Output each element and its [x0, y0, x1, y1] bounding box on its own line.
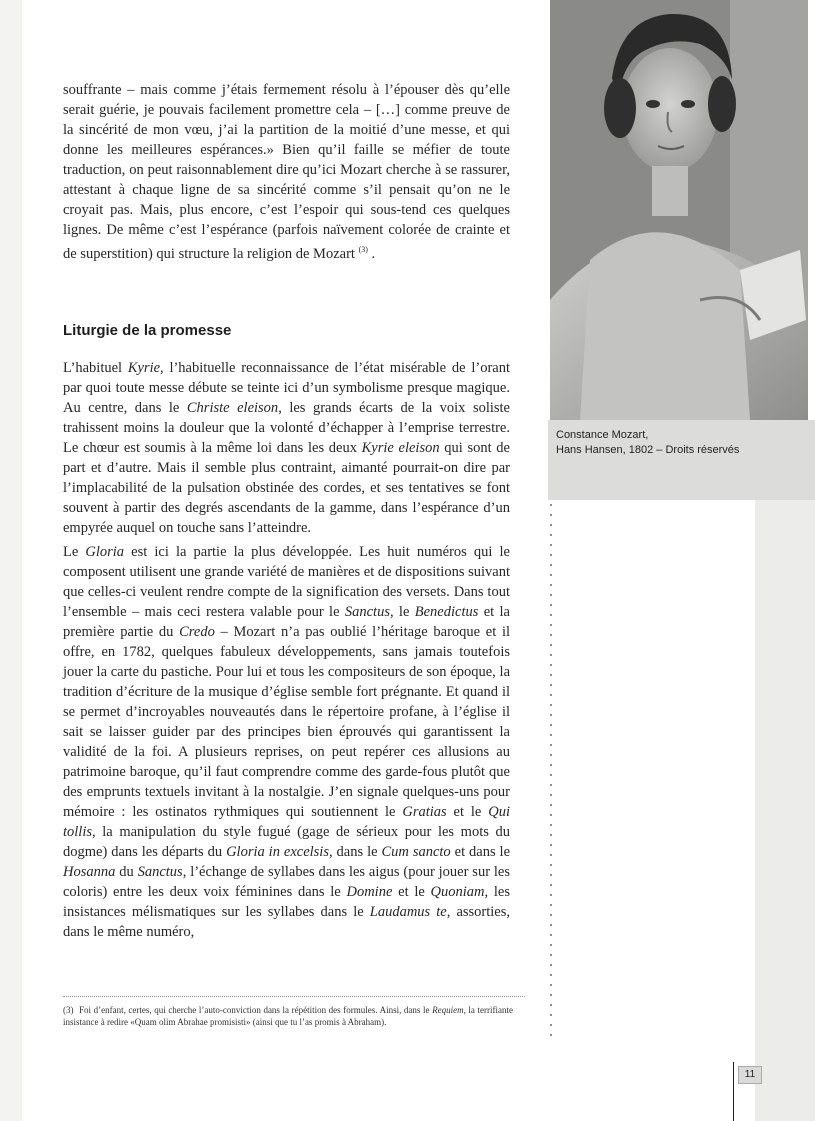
text-run: l’habituelle reconnaissance de l’état misérable de l’orant par quoi toute messe débute se teinte ici d’un symbolisme presque magique. Au centre, dans le	[63, 360, 510, 416]
text-run: Foi d’enfant, certes, qui cherche l’auto-conviction dans la répétition des formules. Ainsi, dans le	[79, 1005, 433, 1015]
italic-term: Laudamus te,	[369, 904, 451, 920]
footnote-number: (3)	[63, 1005, 74, 1015]
text-run: et le	[446, 804, 489, 820]
text-run: assorties, dans le même numéro,	[63, 904, 511, 940]
text-run: et le	[392, 884, 431, 900]
text-run: est ici la partie la plus développée. Les huit numéros qui le composent utilisent une grande variété de manières et de dispositions suivant que celles-ci veulent rendre compte de la signification des versets. Dans tout l’ensemble – mais ceci restera valable pour le	[63, 544, 510, 620]
footnote-reference[interactable]: (3)	[358, 245, 368, 254]
italic-term: Cum sancto	[381, 844, 451, 860]
portrait-image	[550, 0, 808, 420]
italic-term: Kyrie eleison	[361, 440, 440, 456]
section-heading: Liturgie de la promesse	[63, 322, 232, 339]
text-run: , dans le	[328, 844, 382, 860]
text-run: , les insistances mélismatiques sur les syllabes dans le	[63, 884, 510, 920]
caption-subject: Constance Mozart,	[556, 429, 649, 441]
italic-term: Gratias	[402, 804, 447, 820]
italic-term: Christe eleison	[186, 400, 279, 416]
image-caption	[556, 428, 806, 458]
footnote	[63, 1004, 513, 1028]
text-run: – Mozart n’a pas oublié l’héritage baroque et il offre, en 1782, quelques fabuleux développements, sans jamais toutefois jouer la carte du pastiche. Pour lui et tous les compositeurs de son époque, la tradition d’écriture de la musique d’église semble fort prégnante. Et quand il se permet d’incroyables nouveautés dans le répertoire profane, à l’église il sait se laisser guider par des principes bien éprouvés qui garantissent la validité de la foi. A plusieurs reprises, on peut repérer ces allusions au patrimoine baroque, qu’il faut comprendre comme des garde-fous plutôt que des emprunts textuels invitant à la nostalgie. J’en signale quelques-uns pour mémoire : les ostinatos rythmiques qui soutiennent le	[63, 624, 511, 820]
footnote-divider	[63, 996, 525, 997]
text-run: , les grands écarts de la voix soliste trahissent moins la douleur que la volonté d’échapper à l’emprise terrestre. Le chœur est soumis à la même loi dans les deux	[63, 400, 510, 456]
text-run: et la première partie du	[63, 604, 510, 640]
text-run: , le	[389, 604, 415, 620]
italic-term: Requiem	[432, 1005, 464, 1015]
text-run: et dans le	[450, 844, 511, 860]
section-text-block	[63, 358, 510, 942]
footnote-text	[63, 1005, 513, 1027]
italic-term: Sanctus	[137, 864, 183, 880]
right-margin-shade	[755, 500, 815, 1121]
intro-paragraph	[63, 80, 510, 264]
kyrie-paragraph	[63, 358, 510, 538]
text-run: du	[115, 864, 138, 880]
italic-term: Quoniam	[430, 884, 485, 900]
italic-term: Qui tollis	[63, 804, 510, 840]
intro-text-block	[63, 80, 510, 264]
italic-term: Sanctus	[344, 604, 390, 620]
caption-credit: Hans Hansen, 1802 – Droits réservés	[556, 444, 740, 456]
dotted-rule-vertical	[549, 500, 553, 1040]
intro-tail: .	[367, 245, 376, 262]
text-run: Le	[63, 544, 86, 560]
portrait-illustration	[550, 0, 808, 420]
italic-term: Kyrie,	[127, 360, 164, 376]
text-run: L’habituel	[63, 360, 128, 376]
text-run: , la terrifiante insistance à redire «Quam olim Abrahae promisisti» (ainsi que tu l’as promis à Abraham).	[63, 1005, 513, 1027]
italic-term: Benedictus	[414, 604, 479, 620]
page-edge-shadow	[0, 0, 22, 1121]
italic-term: Hosanna	[63, 864, 116, 880]
italic-term: Credo	[179, 624, 215, 640]
italic-term: Gloria in excelsis	[226, 844, 329, 860]
gloria-paragraph	[63, 542, 510, 942]
text-run: , la manipulation du style fugué (gage de sérieux pour les mots du dogme) dans les départs du	[63, 824, 510, 860]
italic-term: Domine	[346, 884, 393, 900]
text-run: qui sont de part et d’autre. Mais il semble plus contraint, aimanté pourrait-on dire par l’implacabilité de la pulsation obstinée des cordes, et ses tentatives se font souvent à partir des degrés ascendants de la gamme, dans l’espérance d’un empyrée auquel on touche sans l’atteindre.	[63, 440, 510, 536]
text-run: , l’échange de syllabes dans les aigus (pour jouer sur les coloris) entre les deux voix féminines dans le	[63, 864, 510, 900]
intro-paragraph-text: souffrante – mais comme j’étais fermement résolu à l’épouser dès qu’elle serait guérie, je pouvais facilement promettre cela – […] comme preuve de la sincérité de mon vœu, j’ai la partition de la moitié d’une messe, et qui donne les meilleures espérances.» Bien qu’il faille se méfier de toute traduction, on peut raisonnablement dire qu’ici Mozart cherche à se rassurer, attestant à chaque ligne de sa sincérité comme s’il pensait qu’on ne le croyait pas. Mais, plus encore, c’est l’espoir qui sous-tend ces quelques lignes. De même c’est l’espérance (parfois naïvement colorée de crainte et de superstition) qui structure la religion de Mozart	[63, 82, 510, 262]
page-number: 11	[738, 1066, 762, 1084]
italic-term: Gloria	[85, 544, 125, 560]
